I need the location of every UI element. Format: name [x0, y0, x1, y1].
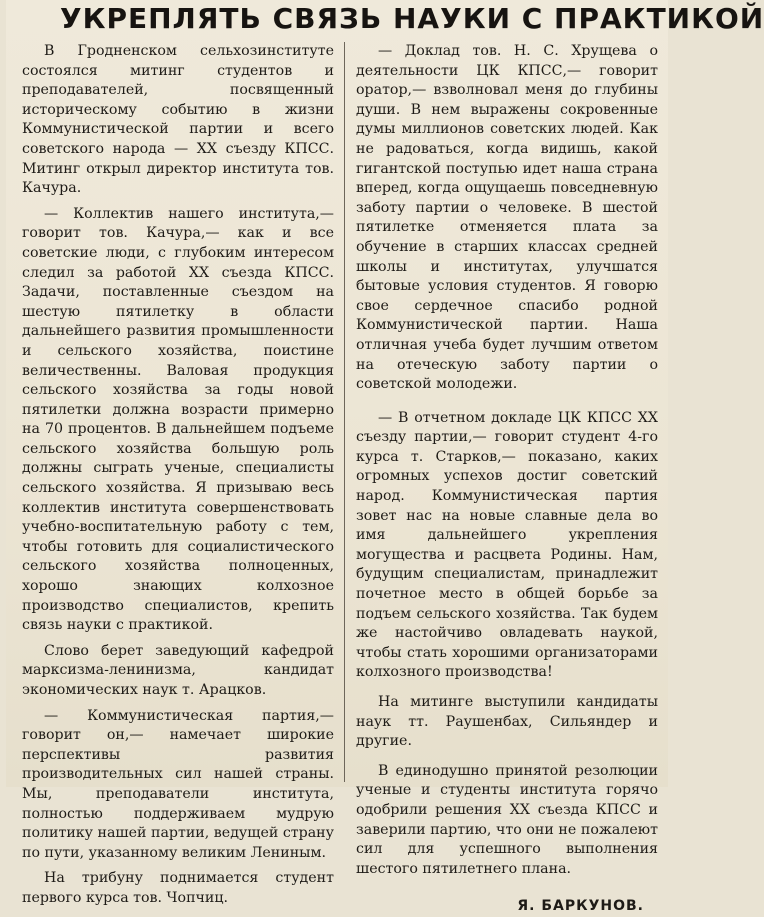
paragraph: На митинге выступили кандидаты наук тт. Раушенбах, Сильяндер и другие. — [356, 694, 658, 750]
paragraph: Слово берет заведующий кафедрой марксизма-ленинизма, кандидат экономических наук т. Арацков. — [22, 642, 334, 698]
column-divider — [344, 42, 345, 782]
paragraph: — В отчетном докладе ЦК КПСС XX съезду партии,— говорит студент 4-го курса т. Старков,— показано, каких огромных успехов достиг советский народ. Коммунистическая партия зовет нас на новые славные дела во имя дальнейшего укрепления могущества и расцвета Родины. Нам, будущим специалистам, принадлежит почетное место в общей борьбе за подъем сельского хозяйства. Так будем же настойчиво овладевать наукой, чтобы стать хорошими организаторами колхозного производства! — [356, 409, 658, 681]
paragraph: В единодушно принятой резолюции ученые и студенты института горячо одобрили решения XX съезда КПСС и заверили партию, что они не пожалеют сил для успешного выполнения шестого пятилетнего плана. — [356, 762, 658, 877]
right-column — [356, 42, 658, 917]
author-signature: Я. БАРКУНОВ. — [517, 898, 644, 915]
paragraph: — Доклад тов. Н. С. Хрущева о деятельности ЦК КПСС,— говорит оратор,— взволновал меня до глубины души. В нем выражены сокровенные думы миллионов советских людей. Как не радоваться, когда видишь, какой гигантской поступью идет наша страна вперед, когда ощущаешь повседневную заботу партии о человеке. В шестой пятилетке отменяется плата за обучение в старших классах средней школы и институтах, улучшатся бытовые условия студентов. Я говорю свое сердечное спасибо родной Коммунистической партии. Наша отличная учеба будет лучшим ответом на отеческую заботу партии о советской молодежи. — [356, 43, 658, 393]
left-column — [22, 42, 334, 915]
paragraph: — Коммунистическая партия,— говорит он,— намечает широкие перспективы развития производительных сил нашей страны. Мы, преподаватели института, полностью поддерживаем мудрую политику нашей партии, ведущей страну по пути, указанному великим Лениным. — [22, 707, 334, 861]
article-headline: УКРЕПЛЯТЬ СВЯЗЬ НАУКИ С ПРАКТИКОЙ — [60, 2, 764, 35]
paragraph: На трибуну поднимается студент первого курса тов. Чопчиц. — [22, 870, 334, 906]
paragraph: — Коллектив нашего института,— говорит тов. Качура,— как и все советские люди, с глубоким интересом следил за работой XX съезда КПСС. Задачи, поставленные съездом на шестую пятилетку в области дальнейшего развития промышленности и сельского хозяйства, поистине величественны. Валовая продукция сельского хозяйства за годы новой пятилетки должна возрасти примерно на 70 процентов. В дальнейшем подъеме сельского хозяйства большую роль должны сыграть ученые, специалисты сельского хозяйства. Я призываю весь коллектив института совершенствовать учебно-воспитательную работу с тем, чтобы готовить для социалистического сельского хозяйства полноценных, хорошо знающих колхозное производство специалистов, крепить связь науки с практикой. — [22, 205, 334, 634]
paragraph: В Гродненском сельхозинституте состоялся митинг студентов и преподавателей, посвященный историческому событию в жизни Коммунистической партии и всего советского народа — XX съезду КПСС. Митинг открыл директор института тов. Качура. — [22, 43, 334, 197]
